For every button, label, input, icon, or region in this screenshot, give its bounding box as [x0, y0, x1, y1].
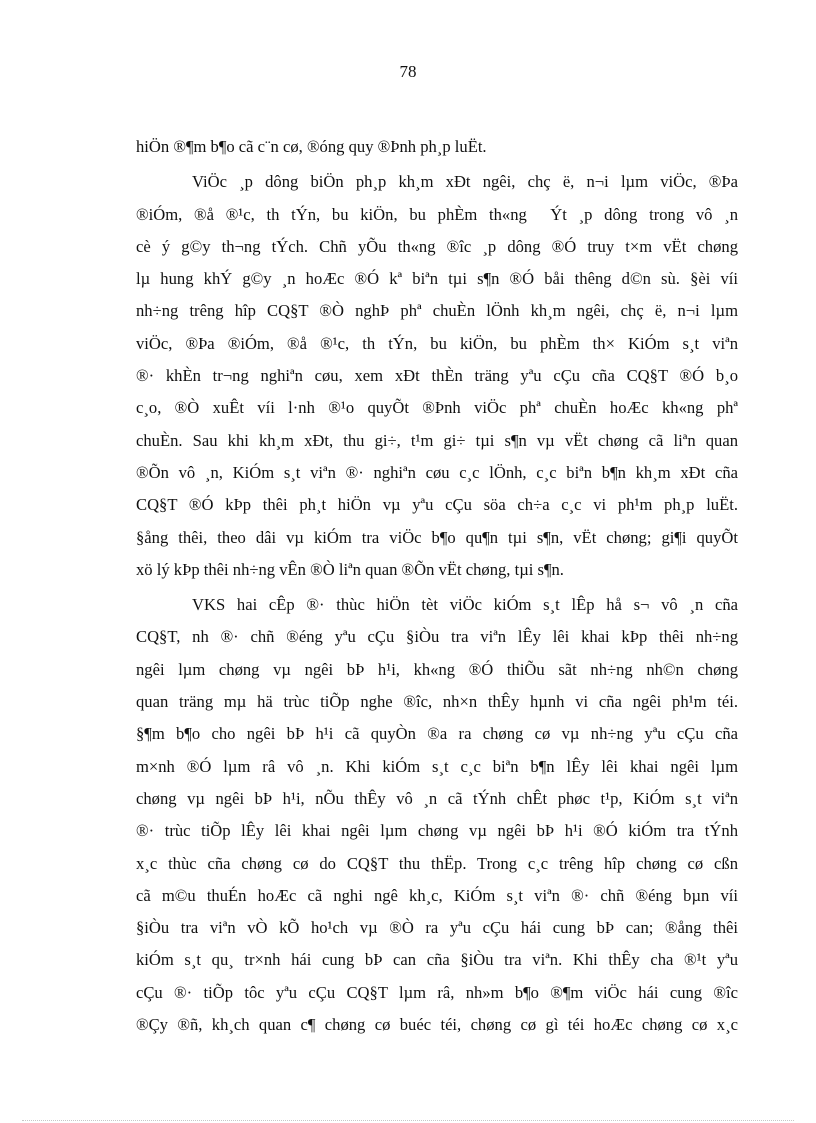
text-line: lµ hung khÝ g©y ¸n hoÆc ®Ó kª biªn tµi s¶n ®Ó båi thêng d©n sù. §èi víi — [136, 269, 738, 289]
paragraph — [136, 589, 738, 1041]
text-line: VKS hai cÊp ®· thùc hiÖn tèt viÖc kiÓm s¸t lÊp hå s¬ vô ¸n cña — [192, 595, 738, 615]
text-line: ViÖc ¸p dông biÖn ph¸p kh¸m xÐt ngêi, chç ë, n¬i lµm viÖc, ®Þa — [192, 172, 738, 192]
text-line: viÖc, ®Þa ®iÓm, ®å ®¹c, th tÝn, bu kiÖn, bu phÈm th× KiÓm s¸t viªn — [136, 333, 738, 353]
body-text — [136, 131, 738, 1041]
page-number: 78 — [399, 62, 417, 81]
text-line: ngêi lµm chøng vµ ngêi bÞ h¹i, kh«ng ®Ó thiÕu sãt nh÷ng nh©n chøng — [136, 659, 738, 679]
paragraph — [136, 166, 738, 586]
text-line: c¸o, ®Ò xuÊt víi l·nh ®¹o quyÕt ®Þnh viÖc phª chuÈn hoÆc kh«ng phª — [136, 398, 738, 418]
text-line: cè ý g©y th¬ng tÝch. Chñ yÕu th«ng ®îc ¸p dông ®Ó truy t×m vËt chøng — [136, 236, 738, 256]
text-line: m×nh ®Ó lµm râ vô ¸n. Khi kiÓm s¸t c¸c biªn b¶n lÊy lêi khai ngêi lµm — [136, 756, 738, 776]
text-line: §iÒu tra viªn vÒ kÕ ho¹ch vµ ®Ò ra yªu cÇu hái cung bÞ can; ®ång thêi — [136, 918, 738, 938]
text-line: cã m©u thuÉn hoÆc cã nghi ngê kh¸c, KiÓm s¸t viªn ®· chñ ®éng bµn víi — [136, 885, 738, 905]
page-bottom-divider — [22, 1120, 794, 1121]
text-line: ®· trùc tiÕp lÊy lêi khai ngêi lµm chøng vµ ngêi bÞ h¹i ®Ó kiÓm tra tÝnh — [136, 821, 738, 841]
text-line: chuÈn. Sau khi kh¸m xÐt, thu gi÷, t¹m gi÷ tµi s¶n vµ vËt chøng cã liªn quan — [136, 430, 738, 450]
text-line: CQ§T ®Ó kÞp thêi ph¸t hiÖn vµ yªu cÇu söa ch÷a c¸c vi ph¹m ph¸p luËt. — [136, 495, 738, 515]
text-line: CQ§T, nh ®· chñ ®éng yªu cÇu §iÒu tra viªn lÊy lêi khai kÞp thêi nh÷ng — [136, 627, 738, 647]
text-line: kiÓm s¸t qu¸ tr×nh hái cung bÞ can cña §iÒu tra viªn. Khi thÊy cha ®¹t yªu — [136, 950, 738, 970]
text-line: §¶m b¶o cho ngêi bÞ h¹i cã quyÒn ®a ra chøng cø vµ nh÷ng yªu cÇu cña — [136, 724, 738, 744]
text-line: x¸c thùc cña chøng cø do CQ§T thu thËp. Trong c¸c trêng hîp chøng cø cßn — [136, 853, 738, 873]
text-line: cÇu ®· tiÕp tôc yªu cÇu CQ§T lµm râ, nh»m b¶o ®¶m viÖc hái cung ®îc — [136, 982, 738, 1002]
text-line: ®Õn vô ¸n, KiÓm s¸t viªn ®· nghiªn cøu c¸c lÖnh, c¸c biªn b¶n kh¸m xÐt cña — [136, 462, 738, 482]
text-line: nh÷ng trêng hîp CQ§T ®Ò nghÞ phª chuÈn lÖnh kh¸m ngêi, chç ë, n¬i lµm — [136, 301, 738, 321]
text-line: xö lý kÞp thêi nh÷ng vÊn ®Ò liªn quan ®Õn vËt chøng, tµi s¶n. — [136, 559, 564, 579]
text-line: §ång thêi, theo dâi vµ kiÓm tra viÖc b¶o qu¶n tµi s¶n, vËt chøng; gi¶i quyÕt — [136, 527, 738, 547]
text-line: quan träng mµ hä trùc tiÕp nghe ®îc, nh×n thÊy hµnh vi cña ngêi ph¹m téi. — [136, 692, 738, 712]
paragraph — [136, 131, 738, 163]
text-line: ®iÓm, ®å ®¹c, th tÝn, bu kiÖn, bu phÈm th«ng Ýt ¸p dông trong vô ¸n — [136, 204, 738, 224]
text-line: ®Çy ®ñ, kh¸ch quan c¶ chøng cø buéc téi, chøng cø gì téi hoÆc chøng cø x¸c — [136, 1015, 738, 1035]
text-line: hiÖn ®¶m b¶o cã c¨n cø, ®óng quy ®Þnh ph¸p luËt. — [136, 137, 487, 156]
text-line: chøng vµ ngêi bÞ h¹i, nÕu thÊy vô ¸n cã tÝnh chÊt phøc t¹p, KiÓm s¸t viªn — [136, 788, 738, 808]
text-line: ®· khÈn tr¬ng nghiªn cøu, xem xÐt thÈn träng yªu cÇu cña CQ§T ®Ó b¸o — [136, 366, 738, 386]
